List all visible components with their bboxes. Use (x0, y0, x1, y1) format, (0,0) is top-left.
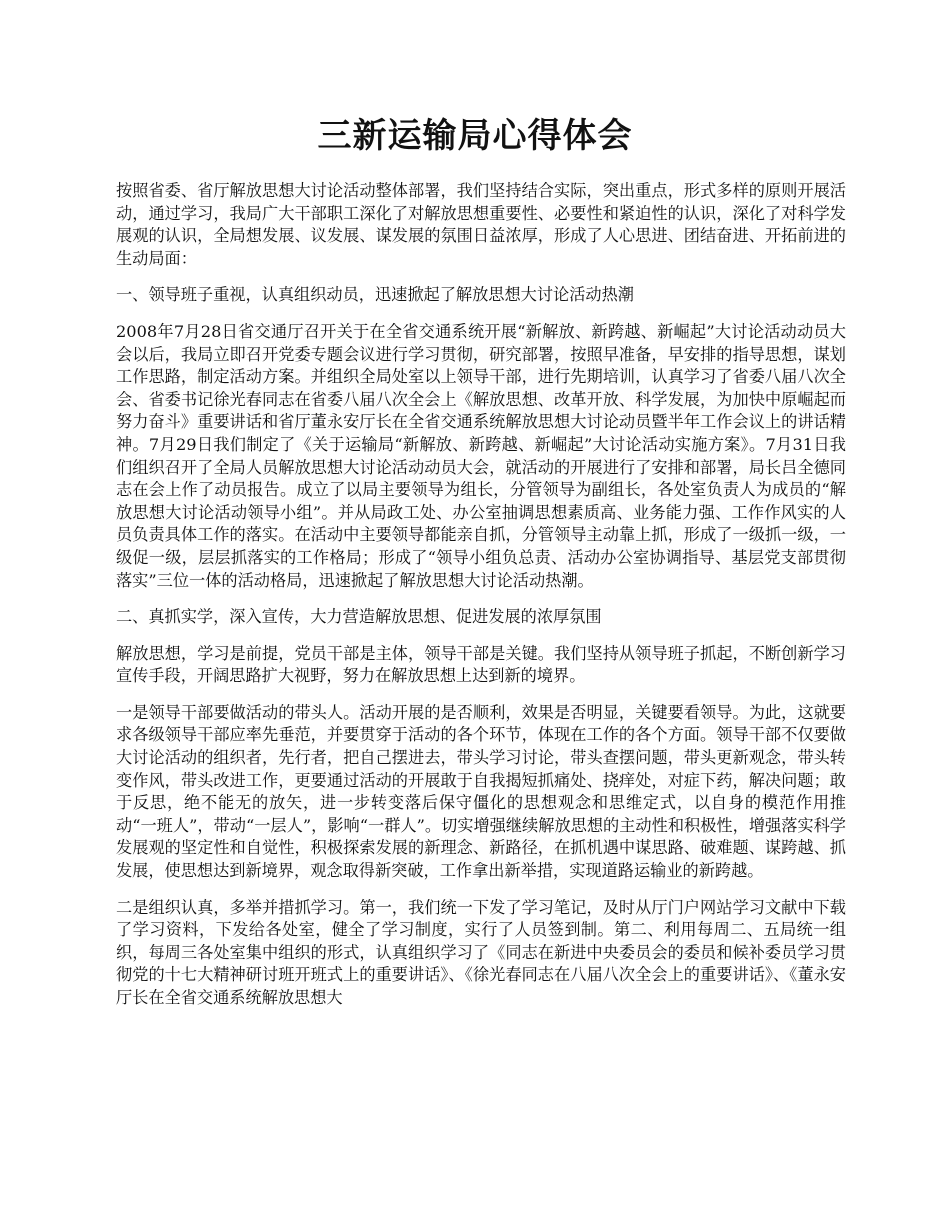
body-paragraph: 2008年7月28日省交通厅召开关于在全省交通系统开展“新解放、新跨越、新崛起”大讨论活动动员大会以后，我局立即召开党委专题会议进行学习贯彻，研究部署，按照早准备，早安排的指导思想，谋划工作思路，制定活动方案。并组织全局处室以上领导干部，进行先期培训，认真学习了省委八届八次全会、省委书记徐光春同志在省委八届八次全会上《解放思想、改革开放、科学发展，为加快中原崛起而努力奋斗》重要讲话和省厅董永安厅长在全省交通系统解放思想大讨论动员暨半年工作会议上的讲话精神。7月29日我们制定了《关于运输局“新解放、新跨越、新崛起”大讨论活动实施方案》。7月31日我们组织召开了全局人员解放思想大讨论活动动员大会，就活动的开展进行了安排和部署，局长吕全德同志在会上作了动员报告。成立了以局主要领导为组长，分管领导为副组长，各处室负责人为成员的“解放思想大讨论活动领导小组”。并从局政工处、办公室抽调思想素质高、业务能力强、工作作风实的人员负责具体工作的落实。在活动中主要领导都能亲自抓，分管领导主动靠上抓，形成了一级抓一级，一级促一级，层层抓落实的工作格局；形成了“领导小组负总责、活动办公室协调指导、基层党支部贯彻落实”三位一体的活动格局，迅速掀起了解放思想大讨论活动热潮。 (116, 321, 846, 590)
document-body (116, 180, 846, 1024)
body-paragraph: 一是领导干部要做活动的带头人。活动开展的是否顺利，效果是否明显，关键要看领导。为此，这就要求各级领导干部应率先垂范，并要贯穿于活动的各个环节，体现在工作的各个方面。领导干部不仅要做大讨论活动的组织者，先行者，把自己摆进去，带头学习讨论，带头查摆问题，带头更新观念，带头转变作风，带头改进工作，更要通过活动的开展敢于自我揭短抓痛处、挠痒处，对症下药，解决问题；敢于反思，绝不能无的放矢，进一步转变落后保守僵化的思想观念和思维定式，以自身的模范作用推动“一班人”，带动“一层人”，影响“一群人”。切实增强继续解放思想的主动性和积极性，增强落实科学发展观的坚定性和自觉性，积极探索发展的新理念、新路径，在抓机遇中谋思路、破难题、谋跨越、抓发展，使思想达到新境界，观念取得新突破，工作拿出新举措，实现道路运输业的新跨越。 (116, 702, 846, 881)
body-paragraph: 二是组织认真，多举并措抓学习。第一，我们统一下发了学习笔记，及时从厅门户网站学习文献中下载了学习资料，下发给各处室，健全了学习制度，实行了人员签到制。第二、利用每周二、五局统一组织，每周三各处室集中组织的形式，认真组织学习了《同志在新进中央委员会的委员和候补委员学习贯彻党的十七大精神研讨班开班式上的重要讲话》、《徐光春同志在八届八次全会上的重要讲话》、《董永安厅长在全省交通系统解放思想大 (116, 897, 846, 1007)
body-paragraph: 解放思想，学习是前提，党员干部是主体，领导干部是关键。我们坚持从领导班子抓起，不断创新学习宣传手段，开阔思路扩大视野，努力在解放思想上达到新的境界。 (116, 643, 846, 686)
document-title: 三新运输局心得体会 (317, 116, 633, 156)
section-heading-2: 二、真抓实学，深入宣传，大力营造解放思想、促进发展的浓厚氛围 (116, 607, 602, 627)
section-heading-1: 一、领导班子重视，认真组织动员，迅速掀起了解放思想大讨论活动热潮 (116, 285, 634, 305)
intro-paragraph: 按照省委、省厅解放思想大讨论活动整体部署，我们坚持结合实际，突出重点，形式多样的原则开展活动，通过学习，我局广大干部职工深化了对解放思想重要性、必要性和紧迫性的认识，深化了对科学发展观的认识，全局想发展、议发展、谋发展的氛围日益浓厚，形成了人心思进、团结奋进、开拓前进的生动局面： (116, 181, 846, 268)
